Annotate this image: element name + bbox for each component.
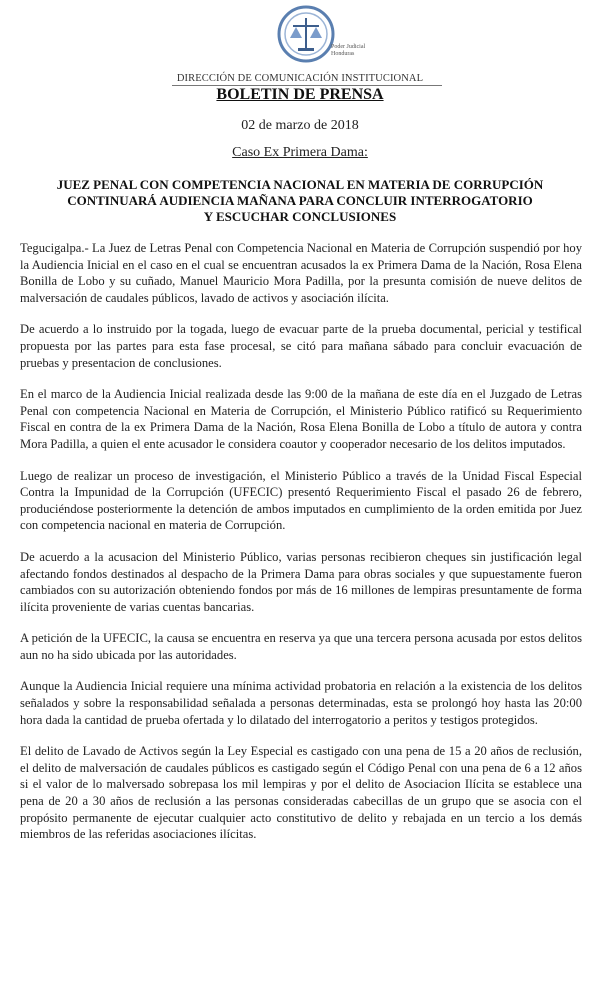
- logo-line-1: Poder Judicial: [331, 44, 366, 50]
- paragraph: Luego de realizar un proceso de investigación, el Ministerio Público a través de la Unidad Fiscal Especial Contra la Impunidad de la Corrupción (UFECIC) presentó Requerimiento Fiscal el pasado 26 de febrero, produciéndose posteriormente la detención de ambos imputados en cumplimiento de la orden emitida por Juez con competencia nacional en materia de Corrupción.: [20, 468, 582, 533]
- logo-text: [331, 44, 365, 58]
- headline-line: JUEZ PENAL CON COMPETENCIA NACIONAL EN MATERIA DE CORRUPCIÓN: [56, 177, 544, 192]
- paragraph: El delito de Lavado de Activos según la Ley Especial es castigado con una pena de 15 a 20 años de reclusión, el delito de malversación de caudales públicos es castigado según el Código Penal con una pena de 6 a 12 años si el valor de lo malversado sobrepasa los mil lempiras y por el delito de Asociacion Ilícita se establece una pena de 20 a 30 años de reclusión a las personas consideradas cabecillas de un grupo que se asocia con el propósito permanente de ejecutar cualquier acto constitutivo de delito y rebajada en un tercio a los demás miembros de las referidas asociaciones ilícitas.: [20, 744, 582, 842]
- article-body: [20, 240, 582, 858]
- paragraph: A petición de la UFECIC, la causa se encuentra en reserva ya que una tercera persona acusada por estos delitos aun no ha sido ubicada por las autoridades.: [20, 631, 582, 662]
- paragraph: En el marco de la Audiencia Inicial realizada desde las 9:00 de la mañana de este día en el Juzgado de Letras Penal con competencia Nacional en Materia de Corrupción, el Ministerio Público ratificó su Requerimiento Fiscal en contra de la ex Primera Dama de la Nación, Rosa Elena Bonilla de Lobo a título de autora y contra Mora Padilla, a quien el ente acusador le considera coautor y cooperador necesario de los delitos imputados.: [20, 387, 582, 451]
- document-date: 02 de marzo de 2018: [241, 118, 359, 133]
- document-title: BOLETIN DE PRENSA: [216, 86, 384, 103]
- poder-judicial-seal-icon: [276, 4, 336, 64]
- paragraph: De acuerdo a la acusacion del Ministerio Público, varias personas recibieron cheques sin justificación legal afectando fondos destinados al despacho de la Primera Dama para obras sociales y que supuestamente fueron cambiados con su autorización obteniendo fondos por más de 16 millones de lempiras presuntamente de forma ilícita proveniente de varias cuentas bancarias.: [20, 549, 582, 614]
- headline-line: Y ESCUCHAR CONCLUSIONES: [203, 209, 397, 224]
- department-heading: DIRECCIÓN DE COMUNICACIÓN INSTITUCIONAL: [176, 73, 424, 84]
- headline-line: CONTINUARÁ AUDIENCIA MAÑANA PARA CONCLUIR INTERROGATORIO: [67, 193, 533, 208]
- headline: [20, 177, 580, 225]
- paragraph: Tegucigalpa.- La Juez de Letras Penal con Competencia Nacional en Materia de Corrupción suspendió por hoy la Audiencia Inicial en el caso en el cual se encuentran acusados la ex Primera Dama de la Nación, Rosa Elena Bonilla de Lobo y su cuñado, Manuel Mauricio Mora Padilla, por la presunta comisión de nueve delitos de malversación de caudales públicos, lavado de activos y asociación ilícita.: [20, 241, 582, 305]
- paragraph: Aunque la Audiencia Inicial requiere una mínima actividad probatoria en relación a la existencia de los delitos señalados y sobre la responsabilidad señalada a personas determinadas, esta se prolongó hoy hasta las 20:00 hora dada la cantidad de prueba ofertada y lo dilatado del interrogatorio a peritos y testigos protegidos.: [20, 679, 582, 727]
- institution-logo: [276, 4, 386, 68]
- paragraph: De acuerdo a lo instruido por la togada, luego de evacuar parte de la prueba documental, pericial y testifical propuesta por las partes para esta fase procesal, se citó para mañana sábado para concluir evacuación de pruebas y presentacion de conclusiones.: [20, 322, 582, 370]
- case-title: Caso Ex Primera Dama:: [232, 145, 368, 160]
- logo-line-2: Honduras: [331, 51, 355, 57]
